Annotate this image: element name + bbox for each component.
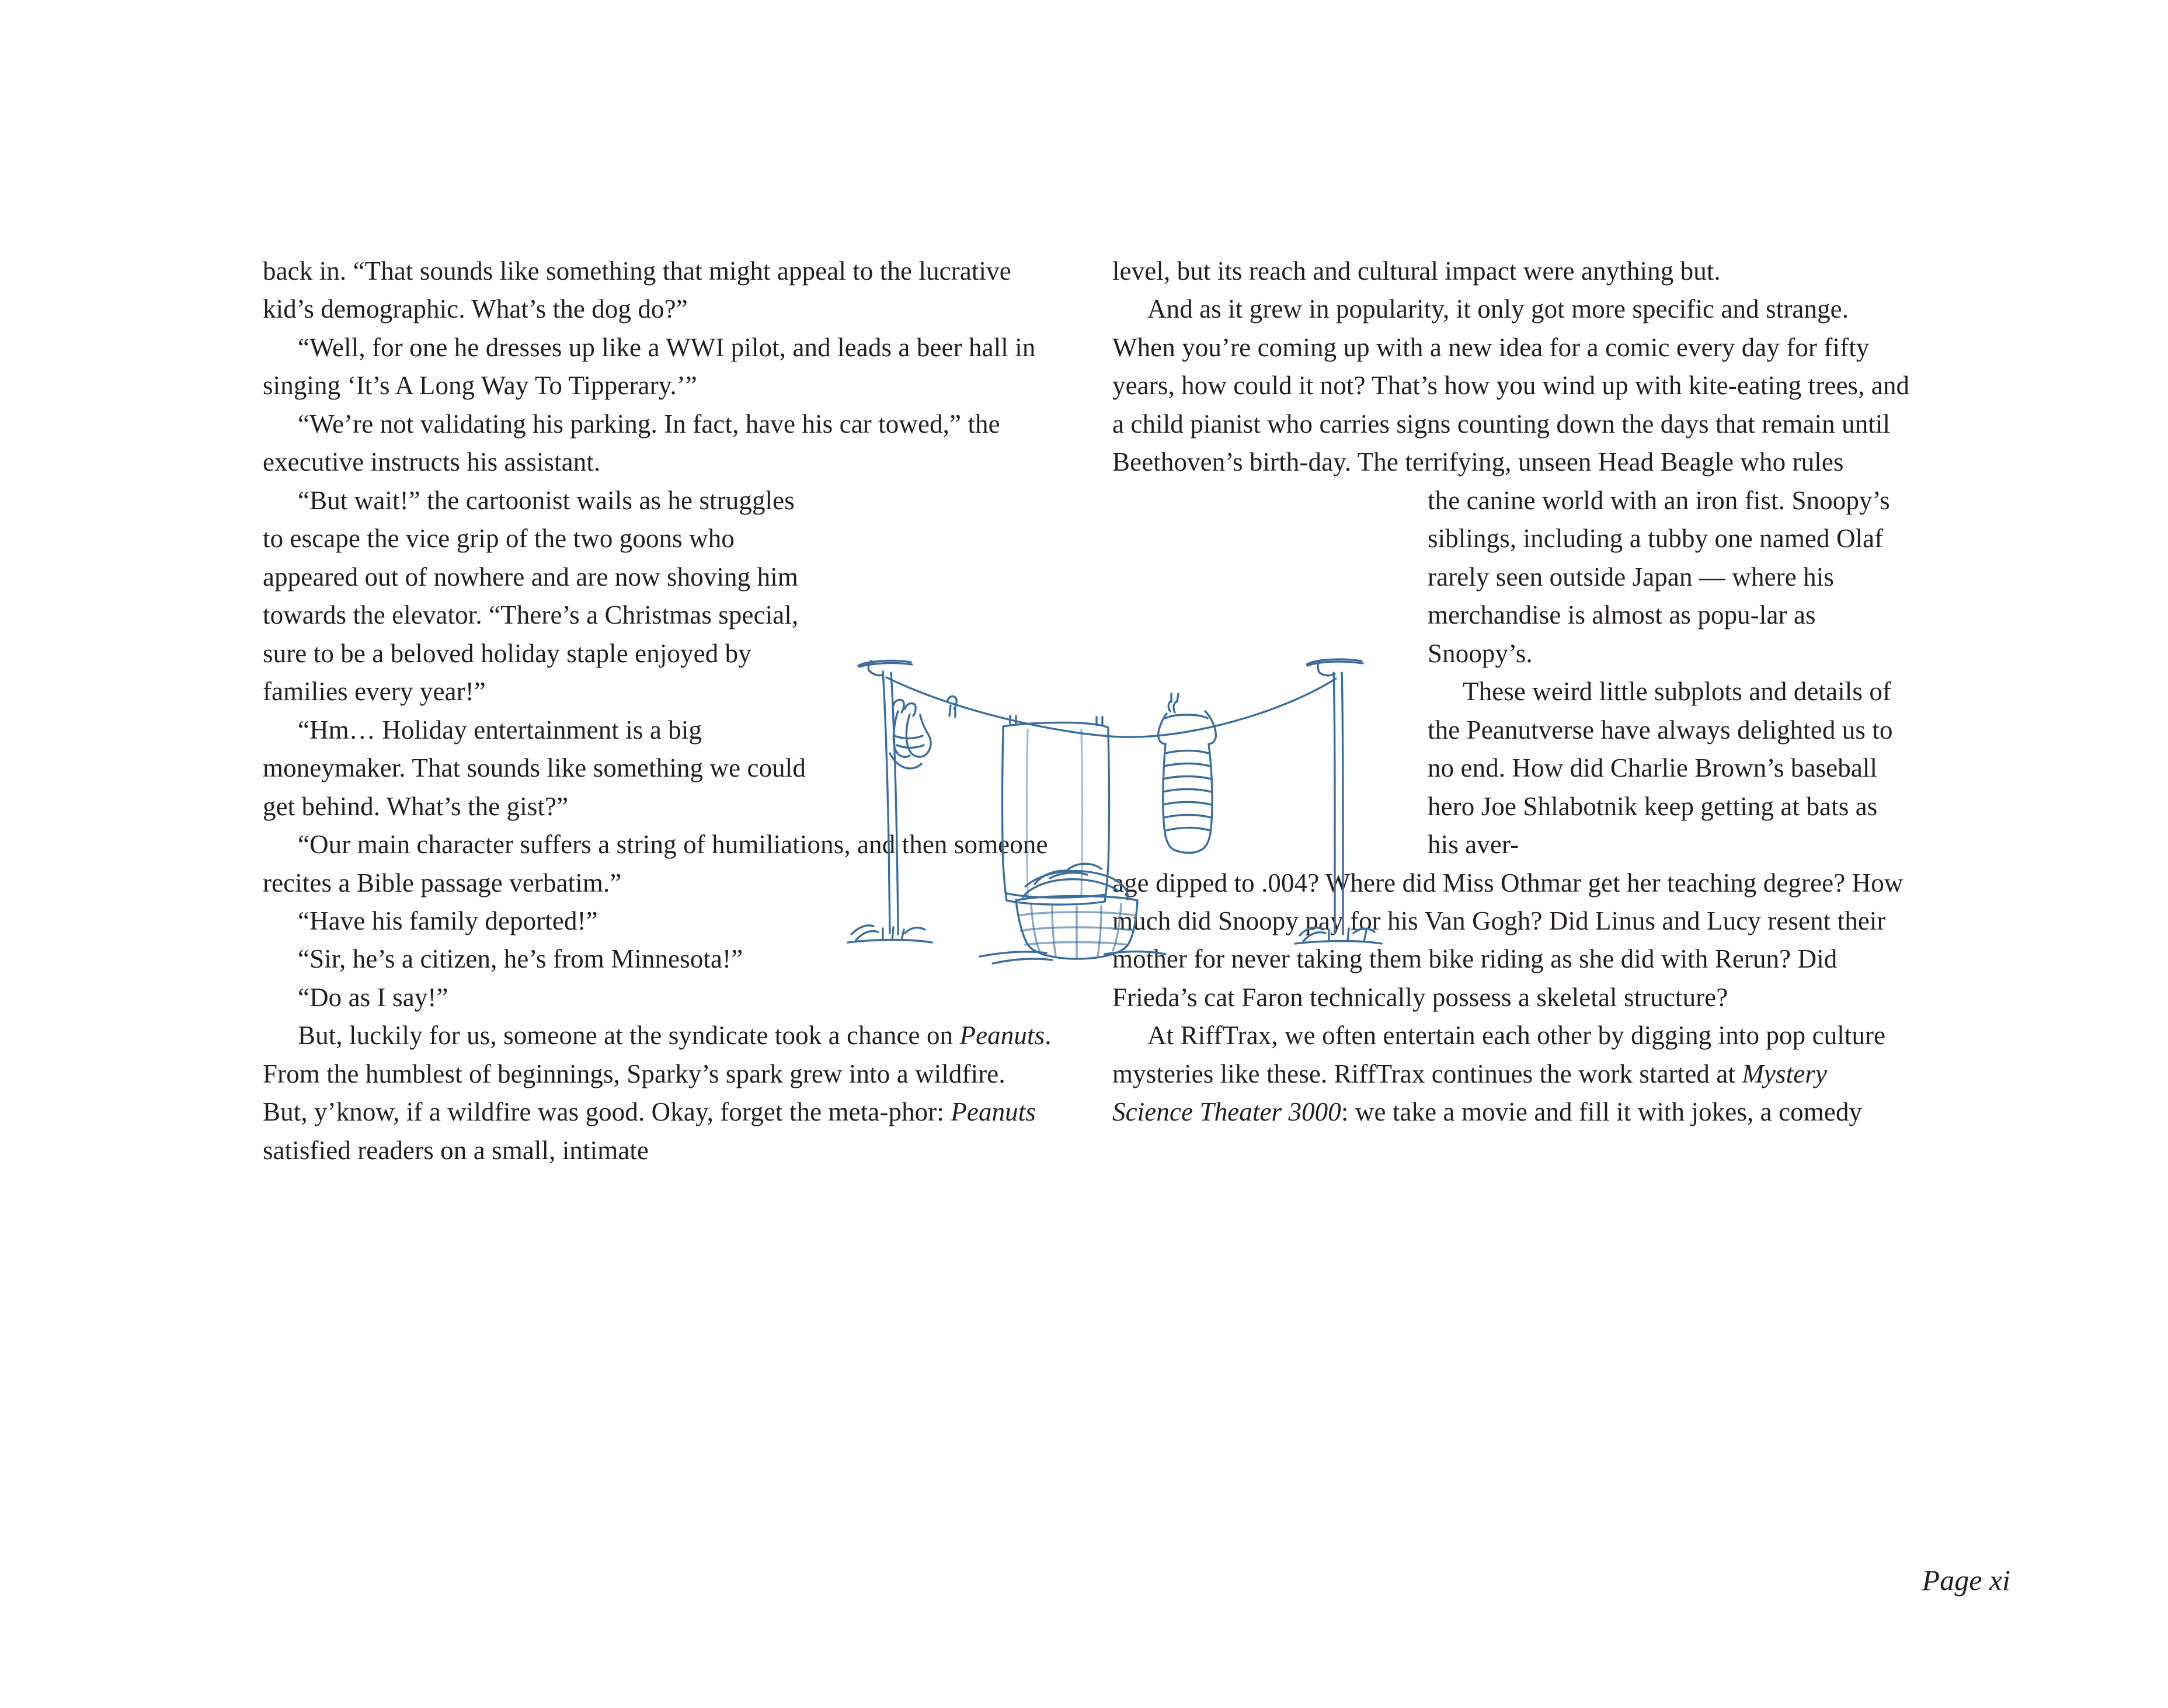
show-title: Mystery Science Theater 3000 <box>1112 1059 1828 1127</box>
clothesline-illustration <box>817 636 1431 1034</box>
page-folio: Page xi <box>1922 1564 2010 1596</box>
paragraph: “Well, for one he dresses up like a WWI pilot, and leads a beer hall in singing ‘It’s A Long Way To Tipperary.’” <box>263 332 1036 401</box>
text-run: . From the humblest of beginnings, Sparky’s spark grew into a wildfire. But, y’know, if a wildfire was good. Okay, forget the meta-phor: <box>263 1021 1052 1127</box>
paragraph: level, but its reach and cultural impact were anything but. <box>1112 256 1721 286</box>
text-run: : we take a movie and fill it with jokes, a comedy <box>1341 1097 1863 1127</box>
paragraph: And as it grew in popularity, it only got more specific and strange. When you’re coming up with a new idea for a comic every day for fifty years, how could it not? That’s how you wind up with kite-eating trees, and a child pianist who carries signs counting down the days that remain until Beethoven’s birth-day. The terrifying, unseen Head Beagle who rules <box>1112 294 1910 477</box>
paragraph: “Do as I say!” <box>298 982 448 1012</box>
paragraph: “Hm… Holiday entertainment is a big moneymaker. That sounds like something we could get behind. What’s the gist?” <box>263 715 806 821</box>
text-run: satisfied readers on a small, intimate <box>263 1135 649 1165</box>
paragraph: These weird little subplots and details of the Peanutverse have always delighted us to no end. How did Charlie Brown’s baseball hero Joe Shlabotnik keep getting at bats as his aver- <box>1428 677 1893 860</box>
paragraph: “Our main character suffers a string of humiliations, and then someone recites a Bible passage verbatim.” <box>263 830 1048 898</box>
paragraph: back in. “That sounds like something that might appeal to the lucrative kid’s demographic. What’s the dog do?” <box>263 256 1011 324</box>
paragraph-with-italics <box>1112 1017 1912 1131</box>
paragraph: “We’re not validating his parking. In fact, have his car towed,” the executive instructs his assistant. <box>263 409 1000 477</box>
paragraph: age dipped to .004? Where did Miss Othmar get her teaching degree? How much did Snoopy pay for his Van Gogh? Did Linus and Lucy resent their mother for never taking them bike riding as she did with Rerun? Did Frieda’s cat Faron technically possess a skeletal structure? <box>1112 868 1903 1012</box>
paragraph: “Sir, he’s a citizen, he’s from Minnesota!” <box>298 944 743 974</box>
book-title: Peanuts <box>959 1021 1045 1050</box>
paragraph: the canine world with an iron fist. Snoopy’s siblings, including a tubby one named Olaf rarely seen outside Japan — where his merchandise is almost as popu-lar as Snoopy’s. <box>1428 485 1890 668</box>
book-title: Peanuts <box>951 1097 1036 1127</box>
paragraph: “Have his family deported!” <box>298 906 598 935</box>
paragraph: “But wait!” the cartoonist wails as he struggles to escape the vice grip of the two goons who appeared out of nowhere and are now shoving him towards the elevator. “There’s a Christmas special, sure to be a beloved holiday staple enjoyed by families every year!” <box>263 485 799 707</box>
text-run: At RiffTrax, we often entertain each other by digging into pop culture mysteries like these. RiffTrax continues the work started at <box>1112 1021 1886 1088</box>
paragraph-with-italics <box>263 1017 1054 1170</box>
text-run: But, luckily for us, someone at the syndicate took a chance on <box>298 1021 960 1050</box>
